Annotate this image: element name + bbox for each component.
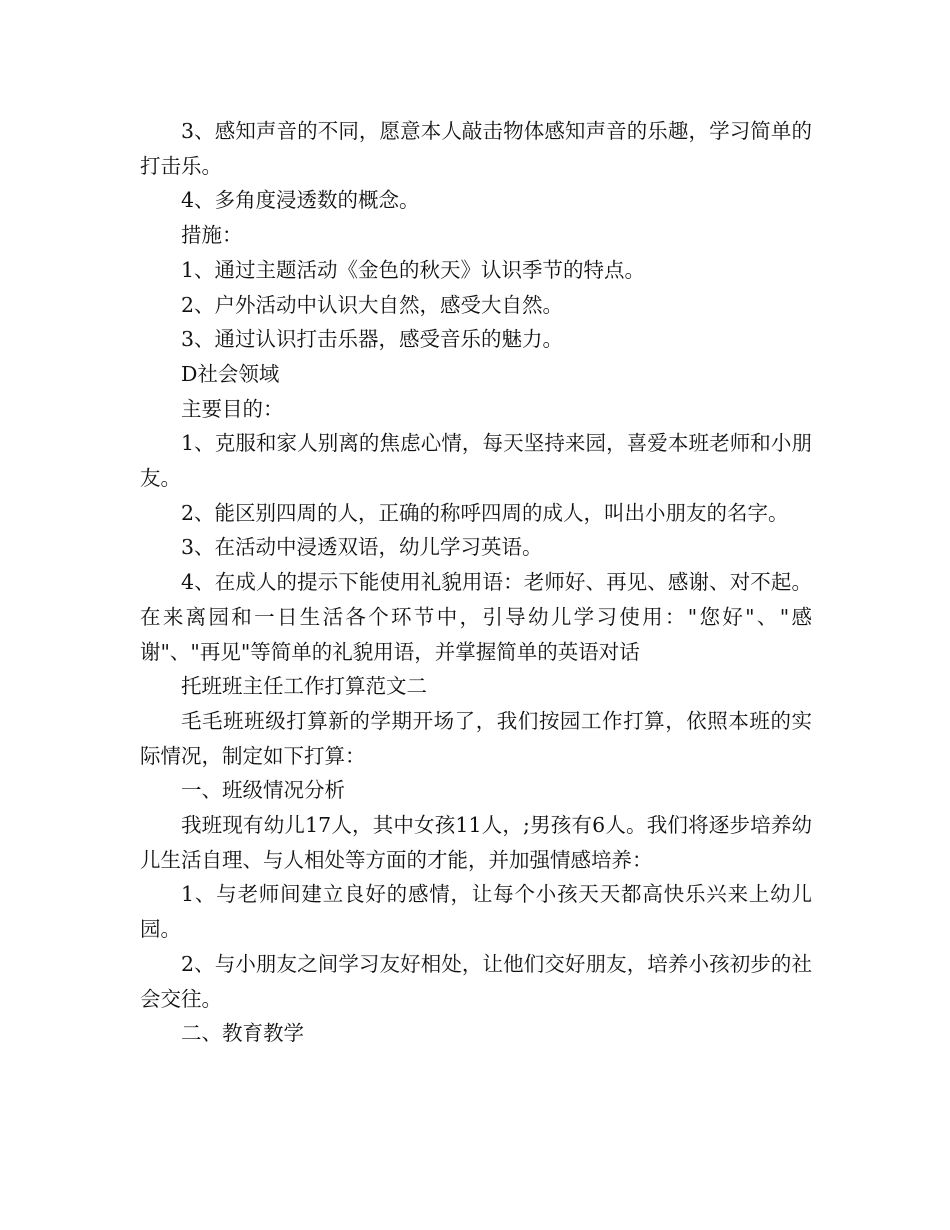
paragraph-measure-1: 1、通过主题活动《金色的秋天》认识季节的特点。 bbox=[181, 257, 646, 282]
document-body bbox=[140, 114, 812, 1051]
paragraph-class-analysis-heading: 一、班级情况分析 bbox=[181, 778, 345, 803]
paragraph-goal-2: 2、能区别四周的人，正确的称呼四周的成人，叫出小朋友的名字。 bbox=[181, 500, 789, 525]
paragraph-goal-4: 4、在成人的提示下能使用礼貌用语：老师好、再见、感谢、对不起。在来离园和一日生活各个环节中，引导幼儿学习使用："您好"、"感谢"、"再见"等简单的礼貌用语，并掌握简单的英语对话 bbox=[140, 570, 812, 664]
paragraph-main-goals-heading: 主要目的： bbox=[181, 396, 284, 421]
paragraph-teacher-relationship: 1、与老师间建立良好的感情，让每个小孩天天都高快乐兴来上幼儿园。 bbox=[140, 882, 812, 942]
paragraph-goal-1: 1、克服和家人别离的焦虑心情，每天坚持来园，喜爱本班老师和小朋友。 bbox=[140, 431, 812, 491]
paragraph-measure-3: 3、通过认识打击乐器，感受音乐的魅力。 bbox=[181, 327, 564, 352]
paragraph-measure-2: 2、户外活动中认识大自然，感受大自然。 bbox=[181, 292, 564, 317]
paragraph-class-plan-intro: 毛毛班班级打算新的学期开场了，我们按园工作打算，依照本班的实际情况，制定如下打算： bbox=[140, 708, 812, 768]
paragraph-class-analysis: 我班现有幼儿17人，其中女孩11人，;男孩有6人。我们将逐步培养幼儿生活自理、与人相处等方面的才能，并加强情感培养： bbox=[140, 813, 812, 872]
paragraph-peer-relationship: 2、与小朋友之间学习友好相处，让他们交好朋友，培养小孩初步的社会交往。 bbox=[140, 951, 812, 1011]
paragraph-education-heading: 二、教育教学 bbox=[181, 1021, 304, 1046]
paragraph-number-concept: 4、多角度浸透数的概念。 bbox=[181, 188, 420, 213]
paragraph-social-domain-heading: D社会领域 bbox=[181, 361, 280, 386]
paragraph-goal-3: 3、在活动中浸透双语，幼儿学习英语。 bbox=[181, 535, 543, 560]
paragraph-section-title: 托班班主任工作打算范文二 bbox=[181, 674, 427, 699]
paragraph-sound-perception: 3、感知声音的不同，愿意本人敲击物体感知声音的乐趣，学习简单的打击乐。 bbox=[140, 119, 812, 178]
paragraph-measures-heading: 措施： bbox=[181, 223, 243, 248]
